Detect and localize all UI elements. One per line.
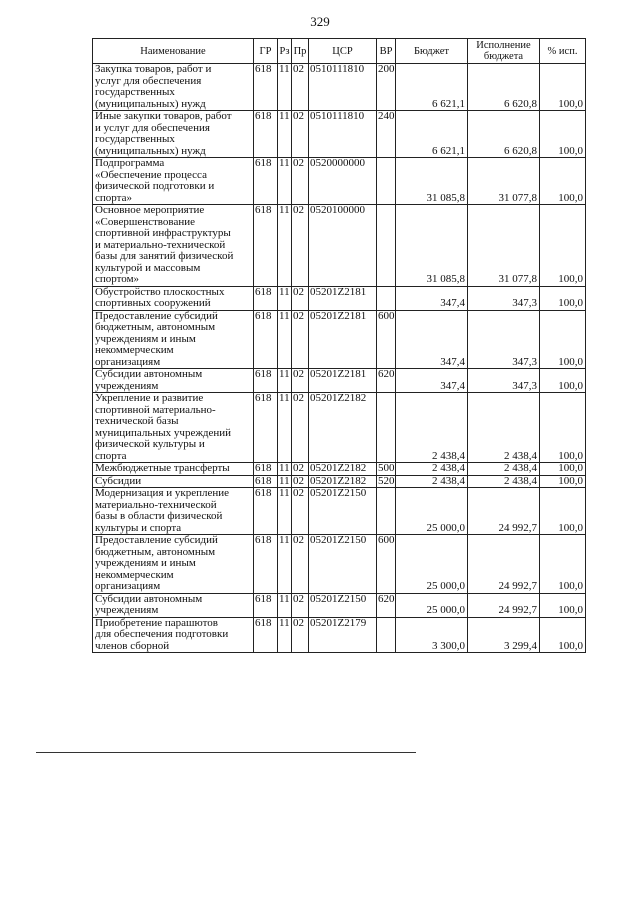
row-name-line: Основное мероприятие <box>95 204 205 216</box>
table-row <box>93 369 586 393</box>
row-csr: 05201Z2179 <box>309 617 377 653</box>
row-execution: 2 438,4 <box>468 393 540 463</box>
row-gr: 618 <box>254 475 278 488</box>
row-name-line: Обустройство плоскостных <box>95 286 225 298</box>
row-gr: 618 <box>254 286 278 310</box>
row-name-line: некоммерческим <box>95 344 174 356</box>
row-pr: 02 <box>292 463 309 476</box>
row-name <box>93 158 254 205</box>
row-name-line: учреждениям <box>95 604 159 616</box>
row-percent: 100,0 <box>540 393 586 463</box>
row-budget: 2 438,4 <box>396 393 468 463</box>
row-percent: 100,0 <box>540 463 586 476</box>
row-pr: 02 <box>292 535 309 594</box>
row-vr <box>377 158 396 205</box>
row-name-line: учреждениям и иным <box>95 557 196 569</box>
row-budget: 31 085,8 <box>396 205 468 287</box>
row-rz: 11 <box>278 488 292 535</box>
row-pr: 02 <box>292 111 309 158</box>
row-name-line: Предоставление субсидий <box>95 534 218 546</box>
row-name-line: спортивных сооружений <box>95 297 211 309</box>
row-percent: 100,0 <box>540 475 586 488</box>
row-rz: 11 <box>278 158 292 205</box>
row-vr <box>377 393 396 463</box>
table-row <box>93 593 586 617</box>
row-budget: 31 085,8 <box>396 158 468 205</box>
row-vr <box>377 205 396 287</box>
row-budget: 25 000,0 <box>396 535 468 594</box>
header-percent: % исп. <box>540 39 586 64</box>
row-execution: 2 438,4 <box>468 475 540 488</box>
row-execution: 24 992,7 <box>468 535 540 594</box>
row-csr: 0520100000 <box>309 205 377 287</box>
row-name-line: бюджетным, автономным <box>95 321 216 333</box>
row-name-line: Субсидии автономным <box>95 368 203 380</box>
row-gr: 618 <box>254 158 278 205</box>
row-execution: 31 077,8 <box>468 158 540 205</box>
row-vr: 200 <box>377 64 396 111</box>
row-csr: 05201Z2181 <box>309 310 377 369</box>
row-name-line: Субсидии автономным <box>95 593 203 605</box>
table-row <box>93 535 586 594</box>
row-gr: 618 <box>254 593 278 617</box>
header-rz: Рз <box>278 39 292 64</box>
row-csr: 0510111810 <box>309 64 377 111</box>
row-name-line: физической культуры и <box>95 438 205 450</box>
row-rz: 11 <box>278 393 292 463</box>
row-name-line: государственных <box>95 86 175 98</box>
row-name-line: культуры и спорта <box>95 521 182 534</box>
row-name-line: материально-технической <box>95 498 217 511</box>
row-name-line: Межбюджетные трансферты <box>95 462 230 474</box>
row-name-line: бюджетным, автономным <box>95 545 216 558</box>
row-csr: 05201Z2150 <box>309 535 377 594</box>
table-row <box>93 111 586 158</box>
table-row <box>93 617 586 653</box>
row-name-line: спорта <box>95 449 127 462</box>
row-csr: 05201Z2150 <box>309 593 377 617</box>
header-csr: ЦСР <box>309 39 377 64</box>
row-rz: 11 <box>278 64 292 111</box>
header-execution: Исполнение бюджета <box>468 39 540 64</box>
row-name-line: (муниципальных) нужд <box>95 97 206 110</box>
row-budget: 347,4 <box>396 286 468 310</box>
row-csr: 05201Z2150 <box>309 488 377 535</box>
row-gr: 618 <box>254 535 278 594</box>
row-budget: 25 000,0 <box>396 488 468 535</box>
row-percent: 100,0 <box>540 286 586 310</box>
row-name-line: Закупка товаров, работ и <box>95 63 212 75</box>
row-rz: 11 <box>278 205 292 287</box>
row-pr: 02 <box>292 286 309 310</box>
row-name <box>93 111 254 158</box>
row-csr: 05201Z2181 <box>309 286 377 310</box>
row-name <box>93 463 254 476</box>
row-name-line: спорта» <box>95 191 132 204</box>
row-gr: 618 <box>254 64 278 111</box>
header-row <box>93 39 586 64</box>
row-execution: 6 620,8 <box>468 111 540 158</box>
row-gr: 618 <box>254 488 278 535</box>
table-row <box>93 64 586 111</box>
row-name-line: Модернизация и укрепление <box>95 487 230 499</box>
row-execution: 347,3 <box>468 369 540 393</box>
row-name <box>93 593 254 617</box>
row-gr: 618 <box>254 205 278 287</box>
row-name-line: членов сборной <box>95 639 170 652</box>
row-name-line: государственных <box>95 133 175 145</box>
header-budget: Бюджет <box>396 39 468 64</box>
row-budget: 25 000,0 <box>396 593 468 617</box>
row-execution: 347,3 <box>468 286 540 310</box>
header-pr: Пр <box>292 39 309 64</box>
row-name <box>93 286 254 310</box>
row-vr: 240 <box>377 111 396 158</box>
row-rz: 11 <box>278 593 292 617</box>
row-name-line: для обеспечения подготовки <box>95 628 229 640</box>
row-name-line: Субсидии <box>95 475 142 487</box>
table-row <box>93 488 586 535</box>
row-pr: 02 <box>292 593 309 617</box>
row-percent: 100,0 <box>540 617 586 653</box>
row-name-line: базы для занятий физической <box>95 250 234 262</box>
row-budget: 3 300,0 <box>396 617 468 653</box>
row-vr: 600 <box>377 310 396 369</box>
row-name-line: базы в области физической <box>95 510 223 522</box>
row-pr: 02 <box>292 369 309 393</box>
row-pr: 02 <box>292 393 309 463</box>
row-name-line: муниципальных учреждений <box>95 426 232 439</box>
row-csr: 05201Z2182 <box>309 463 377 476</box>
row-execution: 6 620,8 <box>468 64 540 111</box>
row-name-line: услуг для обеспечения <box>95 74 202 87</box>
row-rz: 11 <box>278 535 292 594</box>
row-name-line: Предоставление субсидий <box>95 310 218 322</box>
row-execution: 24 992,7 <box>468 488 540 535</box>
row-budget: 347,4 <box>396 369 468 393</box>
table-body <box>93 64 586 653</box>
row-csr: 05201Z2182 <box>309 393 377 463</box>
budget-table <box>92 38 586 653</box>
row-gr: 618 <box>254 111 278 158</box>
table-row <box>93 158 586 205</box>
row-name-line: (муниципальных) нужд <box>95 144 206 157</box>
row-percent: 100,0 <box>540 593 586 617</box>
row-name-line: учреждениям и иным <box>95 332 196 345</box>
row-execution: 31 077,8 <box>468 205 540 287</box>
row-gr: 618 <box>254 369 278 393</box>
row-rz: 11 <box>279 462 290 474</box>
row-name-line: спортивной материально- <box>95 403 216 416</box>
table-row <box>93 286 586 310</box>
row-gr: 618 <box>254 463 278 476</box>
row-name-line: Подпрограмма <box>95 157 165 169</box>
row-budget: 6 621,1 <box>396 64 468 111</box>
footer-divider <box>36 752 416 753</box>
header-gr: ГР <box>254 39 278 64</box>
row-name-line: и услуг для обеспечения <box>95 121 210 134</box>
row-vr <box>377 286 396 310</box>
row-rz: 11 <box>278 310 292 369</box>
row-budget: 6 621,1 <box>396 111 468 158</box>
row-name <box>93 369 254 393</box>
row-name-line: некоммерческим <box>95 568 174 581</box>
row-percent: 100,0 <box>540 488 586 535</box>
row-budget: 347,4 <box>396 310 468 369</box>
row-name-line: Укрепление и развитие <box>95 392 204 404</box>
row-pr: 02 <box>292 488 309 535</box>
row-rz: 11 <box>278 286 292 310</box>
row-name-line: «Совершенствование <box>95 215 195 228</box>
row-name-line: Иные закупки товаров, работ <box>95 110 232 122</box>
row-percent: 100,0 <box>540 369 586 393</box>
table-row <box>93 393 586 463</box>
table-row <box>93 475 586 488</box>
row-vr <box>377 488 396 535</box>
row-gr: 618 <box>254 310 278 369</box>
row-csr: 0520000000 <box>309 158 377 205</box>
row-name-line: и материально-технической <box>95 238 226 251</box>
row-rz: 11 <box>279 475 290 487</box>
header-vr: ВР <box>377 39 396 64</box>
row-name <box>93 393 254 463</box>
row-percent: 100,0 <box>540 535 586 594</box>
row-vr: 600 <box>377 535 396 594</box>
row-vr: 620 <box>377 369 396 393</box>
row-vr <box>377 617 396 653</box>
row-name <box>93 488 254 535</box>
row-name-line: организациям <box>95 355 161 368</box>
row-budget: 2 438,4 <box>396 463 468 476</box>
row-execution: 3 299,4 <box>468 617 540 653</box>
row-vr: 620 <box>377 593 396 617</box>
row-name-line: физической подготовки и <box>95 180 215 192</box>
row-name <box>93 617 254 653</box>
row-pr: 02 <box>292 617 309 653</box>
table-row <box>93 205 586 287</box>
row-name-line: технической базы <box>95 415 179 427</box>
table-row <box>93 463 586 476</box>
row-name-line: культурой и массовым <box>95 261 201 274</box>
row-vr: 500 <box>378 462 395 474</box>
row-csr: 05201Z2182 <box>309 475 377 488</box>
row-name <box>93 475 254 488</box>
row-pr: 02 <box>292 475 309 488</box>
row-name <box>93 205 254 287</box>
row-name-line: Приобретение парашютов <box>95 617 218 629</box>
row-name-line: организациям <box>95 580 161 592</box>
row-percent: 100,0 <box>540 64 586 111</box>
row-execution: 2 438,4 <box>468 463 540 476</box>
row-pr: 02 <box>292 158 309 205</box>
row-execution: 24 992,7 <box>468 593 540 617</box>
row-vr: 520 <box>378 475 395 487</box>
page-number: 329 <box>310 14 330 29</box>
row-csr: 0510111810 <box>309 111 377 158</box>
row-percent: 100,0 <box>540 111 586 158</box>
row-name-line: спортом» <box>95 273 140 285</box>
row-name <box>93 535 254 594</box>
row-pr: 02 <box>292 310 309 369</box>
row-gr: 618 <box>254 393 278 463</box>
row-percent: 100,0 <box>540 310 586 369</box>
row-percent: 100,0 <box>540 205 586 287</box>
row-name <box>93 64 254 111</box>
row-pr: 02 <box>292 64 309 111</box>
row-pr: 02 <box>292 205 309 287</box>
table-row <box>93 310 586 369</box>
row-rz: 11 <box>278 617 292 653</box>
row-name-line: спортивной инфраструктуры <box>95 227 231 239</box>
row-name-line: «Обеспечение процесса <box>95 168 207 181</box>
header-name: Наименование <box>93 39 254 64</box>
row-csr: 05201Z2181 <box>309 369 377 393</box>
row-rz: 11 <box>278 111 292 158</box>
row-budget: 2 438,4 <box>396 475 468 488</box>
row-execution: 347,3 <box>468 310 540 369</box>
row-rz: 11 <box>278 369 292 393</box>
row-name <box>93 310 254 369</box>
row-gr: 618 <box>254 617 278 653</box>
row-name-line: учреждениям <box>95 379 159 392</box>
row-percent: 100,0 <box>540 158 586 205</box>
